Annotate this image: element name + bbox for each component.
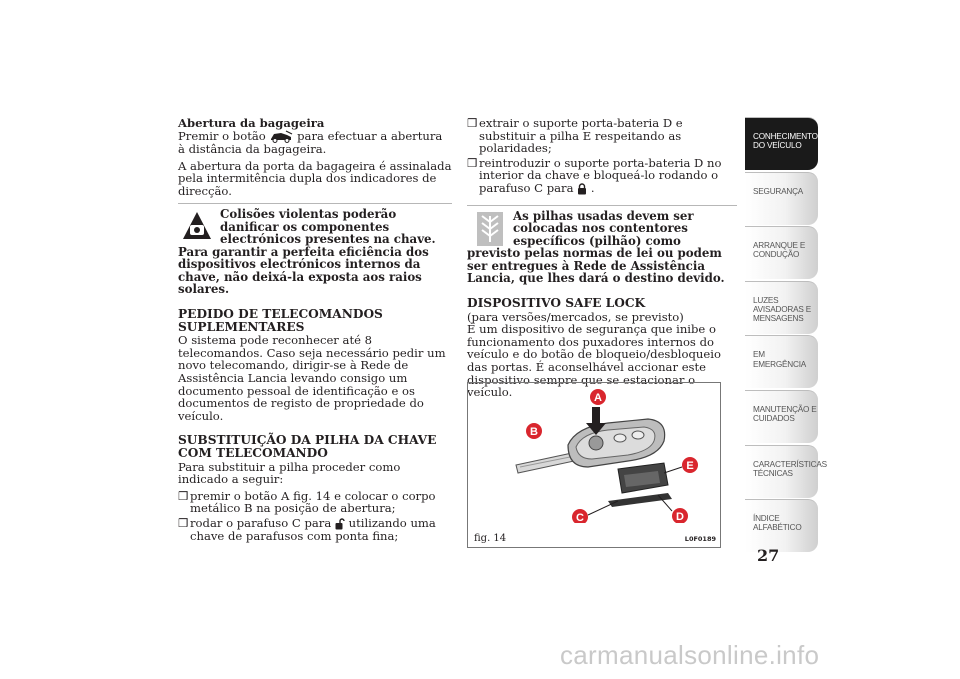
sidebar-tab-label: EM EMERGÊNCIA <box>753 350 807 369</box>
figure-14 <box>467 382 721 548</box>
bullet-text: premir o botão A fig. 14 e colocar o corpo metálico B na posição de abertura; <box>190 488 436 516</box>
left-column <box>178 117 452 544</box>
warning-icon <box>182 210 212 242</box>
warning-box <box>178 203 452 296</box>
list-item <box>467 117 737 155</box>
sidebar-tab[interactable] <box>745 445 827 498</box>
bullet-mark: ❒ <box>467 155 478 170</box>
sidebar-tab[interactable] <box>745 117 818 170</box>
list-item <box>178 517 452 543</box>
heading-safelock: DISPOSITIVO SAFE LOCK <box>467 295 646 310</box>
bullet-text-a: rodar o parafuso C para <box>190 515 332 530</box>
trunk-text-b: para efectuar a abertura à distância da bagageira. <box>178 128 443 157</box>
sidebar-tab[interactable] <box>745 172 818 225</box>
svg-text:D: D <box>676 511 684 523</box>
chapter-sidebar <box>745 117 827 554</box>
bullet-text-b: utilizando uma chave de parafusos com ponta fina; <box>190 515 436 543</box>
sidebar-tab[interactable] <box>745 390 818 443</box>
list-item <box>467 157 737 195</box>
label-c <box>572 509 588 523</box>
list-item <box>178 490 452 515</box>
warning-text: Colisões violentas poderão danificar os componentes electrónicos presentes na chave. Para garantir a perfeita eficiência dos dispositivos electrónicos internos da chave, não deixá-la exposta aos raios solares. <box>178 207 436 297</box>
safelock-paragraph: É um dispositivo de segurança que inibe o funcionamento dos puxadores internos do veículo e do botão de bloqueio/desbloqueio das portas. É aconselhável accionar este dispositivo sempre que se estacionar o veículo. <box>467 322 721 400</box>
footer-watermark: carmanualsonline.info <box>560 640 820 670</box>
bullet-text-a: reintroduzir o suporte porta-bateria D no interior da chave e bloqueá-lo rodando o parafuso C para <box>479 155 722 195</box>
lock-icon <box>577 183 587 195</box>
svg-text:B: B <box>530 426 538 438</box>
bullet-mark: ❒ <box>178 488 189 503</box>
sidebar-tab[interactable] <box>745 335 818 388</box>
svg-text:E: E <box>686 460 694 472</box>
sidebar-tab-label: ARRANQUE E CONDUÇÃO <box>753 241 806 260</box>
sidebar-tab-label: SEGURANÇA <box>753 186 804 196</box>
environment-text: As pilhas usadas devem ser colocadas nos contentores específicos (pilhão) como previsto pelas normas de lei ou podem ser entregues à Rede de Assistência Lancia, que lhes dará o destino devido. <box>467 208 725 286</box>
bullet-text: extrair o suporte porta-bateria D e substituir a pilha E respeitando as polaridades; <box>479 116 683 156</box>
trunk-heading: Abertura da bagageira <box>178 116 325 130</box>
key-illustration <box>468 383 720 523</box>
environment-note <box>467 205 737 285</box>
sidebar-tab-label: LUZES AVISADORAS E MENSAGENS <box>753 295 811 324</box>
right-column <box>467 117 737 403</box>
heading-pilha: SUBSTITUIÇÃO DA PILHA DA CHAVE COM TELECOMANDO <box>178 433 437 460</box>
trunk-text-a: Premir o botão <box>178 128 266 143</box>
sidebar-tab-label: CONHECIMENTO DO VEÍCULO <box>753 132 818 151</box>
sidebar-tab[interactable] <box>745 499 818 552</box>
figure-caption: fig. 14 <box>474 533 507 544</box>
heading-telecomandos: PEDIDO DE TELECOMANDOS SUPLEMENTARES <box>178 306 383 334</box>
sidebar-tab-label: CARACTERÍSTICAS TÉCNICAS <box>753 459 827 478</box>
label-a <box>590 389 606 405</box>
svg-text:A: A <box>594 392 602 404</box>
label-b <box>526 423 542 439</box>
paragraph-telecomandos: O sistema pode reconhecer até 8 telecomandos. Caso seja necessário pedir um novo telecomando, dirigir-se à Rede de Assistência Lancia levando consigo um documento pessoal de identificação e os documentos de registo de propriedade do veículo. <box>178 333 446 423</box>
trunk-paragraph-1 <box>178 130 452 156</box>
svg-text:C: C <box>576 512 584 523</box>
bullet-mark: ❒ <box>467 116 478 130</box>
paragraph-pilha: Para substituir a pilha proceder como indicado a seguir: <box>178 459 401 487</box>
trunk-paragraph-2: A abertura da porta da bagageira é assinalada pela intermitência dupla dos indicadores de direcção. <box>178 158 452 198</box>
sidebar-tab[interactable] <box>745 281 818 334</box>
page-number: 27 <box>757 546 780 565</box>
label-e <box>682 457 698 473</box>
environment-icon <box>477 212 503 246</box>
bullet-text-b: . <box>590 180 595 195</box>
sidebar-tab[interactable] <box>745 226 818 279</box>
sidebar-tab-label: ÍNDICE ALFABÉTICO <box>753 514 802 533</box>
safelock-subtitle: (para versões/mercados, se previsto) <box>467 309 684 324</box>
label-d <box>672 508 688 523</box>
sidebar-tab-label: MANUTENÇÃO E CUIDADOS <box>753 404 817 424</box>
bullet-mark: ❒ <box>178 515 189 530</box>
figure-code: L0F0189 <box>684 535 716 543</box>
